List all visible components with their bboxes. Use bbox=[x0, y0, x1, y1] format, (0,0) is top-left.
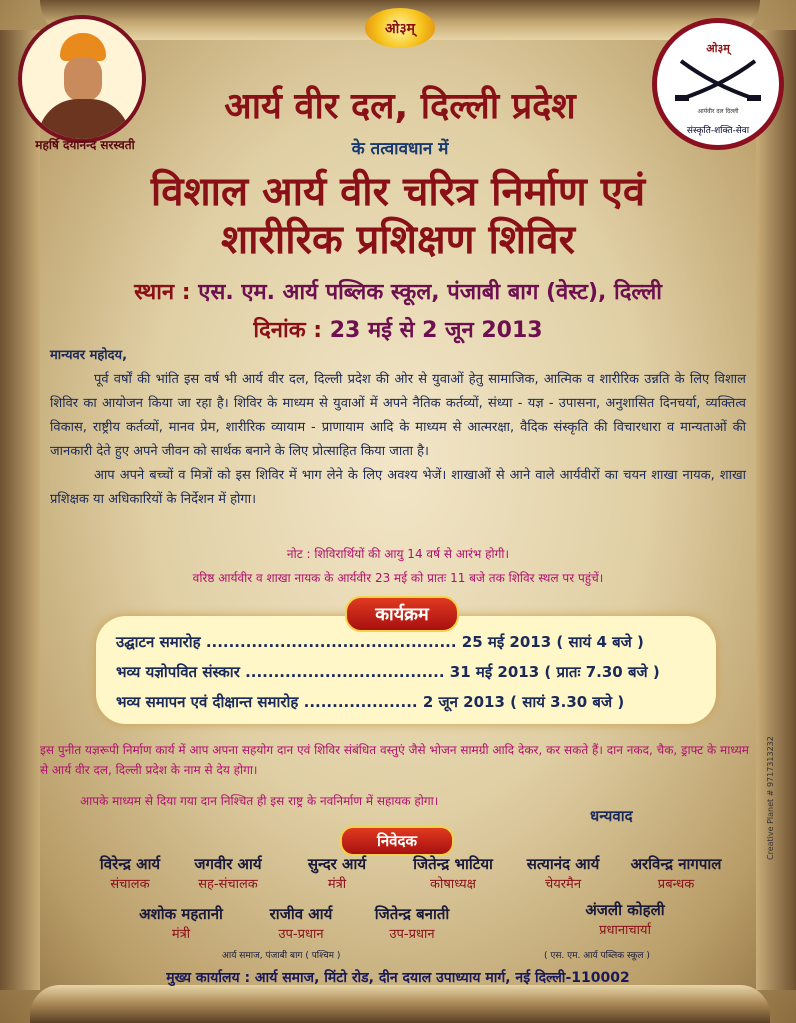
signatory-name: अंजली कोहली bbox=[585, 901, 665, 919]
program-row bbox=[116, 692, 696, 712]
letter-body bbox=[50, 344, 746, 512]
signatory-name: सुन्दर आर्य bbox=[307, 855, 367, 873]
signatory-name: अरविन्द्र नागपाल bbox=[630, 855, 722, 873]
scroll-roll-bottom bbox=[30, 985, 770, 1023]
event-dates bbox=[60, 314, 736, 344]
signatory-role: मंत्री bbox=[171, 927, 191, 942]
signatory bbox=[388, 854, 518, 892]
signatory-role: कोषाध्यक्ष bbox=[430, 877, 476, 892]
signatory bbox=[508, 854, 618, 892]
signatory-role: प्रधानाचार्या bbox=[599, 923, 651, 938]
signatory-name: सत्यानंद आर्य bbox=[526, 855, 600, 873]
logo-ring-text: आर्यवीर दल दिल्ली bbox=[697, 108, 739, 115]
signatory-name: अशोक महतानी bbox=[139, 905, 223, 923]
crossed-swords-icon bbox=[673, 55, 763, 105]
event-title bbox=[60, 168, 736, 264]
signatory-role: संचालक bbox=[110, 877, 150, 892]
organization-subtitle: के तत्वावधान में bbox=[351, 139, 449, 159]
dates-value: 23 मई से 2 जून 2013 bbox=[329, 318, 543, 343]
signatory bbox=[126, 904, 236, 942]
venue-value: एस. एम. आर्य पब्लिक स्कूल, पंजाबी बाग (वेस्ट), दिल्ली bbox=[198, 280, 662, 305]
signatory-role: सह-संचालक bbox=[198, 877, 258, 892]
signatory-role: उप-प्रधान bbox=[389, 927, 435, 942]
signatory-name: जितेन्द्र बनाती bbox=[374, 905, 450, 923]
logo-motto: संस्कृति-शक्ति-सेवा bbox=[686, 126, 750, 136]
event-title-line1: विशाल आर्य वीर चरित्र निर्माण एवं bbox=[150, 169, 646, 215]
organization-title: आर्य वीर दल, दिल्ली प्रदेश bbox=[224, 86, 576, 127]
letter-paragraph-2: आप अपने बच्चों व मित्रों को इस शिविर में भाग लेने के लिए अवश्य भेजें। शाखाओं से आने वाले आर्यवीरों का चयन शाखा नायक, शाखा प्रशिक्षक या अधिकारियों के निर्देशन में होगा। bbox=[50, 468, 746, 507]
signatory bbox=[246, 904, 356, 942]
head-office-address: मुख्य कार्यालय : आर्य समाज, मिंटो रोड, दीन दयाल उपाध्याय मार्ग, नई दिल्ली-110002 bbox=[166, 970, 630, 986]
signatory bbox=[560, 900, 690, 938]
program-dots: .................... bbox=[303, 693, 418, 711]
program-date: 2 जून 2013 bbox=[422, 693, 505, 711]
dates-label: दिनांक : bbox=[253, 318, 323, 343]
signatory-role: उप-प्रधान bbox=[278, 927, 324, 942]
program-time: ( प्रातः 7.30 बजे ) bbox=[544, 663, 660, 681]
signatory bbox=[606, 854, 746, 892]
scroll-edge-left bbox=[0, 30, 40, 990]
program-time: ( सायं 4 बजे ) bbox=[556, 633, 644, 651]
signatory bbox=[350, 904, 474, 942]
program-dots: ............................................ bbox=[205, 633, 457, 651]
donation-appeal: इस पुनीत यज्ञरूपी निर्माण कार्य में आप अपना सहयोग दान एवं शिविर संबंधित वस्तुएं जैसे भोजन सामग्री आदि देकर, कर सकते हैं। दान नकद, चैक, ड्राफ्ट के माध्यम से आर्य वीर दल, दिल्ली प्रदेश के नाम से देय होगा। bbox=[40, 743, 749, 777]
event-title-line2: शारीरिक प्रशिक्षण शिविर bbox=[220, 217, 575, 263]
program-name: उद्घाटन समारोह bbox=[116, 633, 201, 651]
scroll-edge-right bbox=[756, 30, 796, 990]
letter-paragraph-1: पूर्व वर्षों की भांति इस वर्ष भी आर्य वीर दल, दिल्ली प्रदेश की ओर से युवाओं हेतु सामाजिक, आत्मिक व शारीरिक उन्नति के लिए विशाल शिविर का आयोजन किया जा रहा है। शिविर के माध्यम से युवाओं में अपने नैतिक कर्तव्यों, संध्या - यज्ञ - उपासना, अनुशासित दिनचर्या, व्यक्तित्व विकास, राष्ट्रीय कर्तव्यों, मानव प्रेम, शारीरिक व्यायाम - प्राणायाम आदि के माध्यम से आत्मरक्षा, वैदिक संस्कृति की विचारधारा व मान्यताओं की जानकारी देते हुए अपने जीवन को सार्थक बनाने के लिए प्रोत्साहित किया जाता है। bbox=[50, 372, 747, 459]
program-dots: ................................... bbox=[245, 663, 445, 681]
program-schedule bbox=[96, 616, 716, 724]
program-date: 25 मई 2013 bbox=[461, 633, 552, 651]
designer-credit: Creative Planet # 9717313232 bbox=[766, 736, 775, 860]
signatory bbox=[168, 854, 288, 892]
donation-appeal-2: आपके माध्यम से दिया गया दान निश्चित ही इस राष्ट्र के नवनिर्माण में सहायक होगा। bbox=[80, 794, 439, 808]
program-date: 31 मई 2013 bbox=[449, 663, 540, 681]
signatory-name: जितेन्द्र भाटिया bbox=[413, 855, 493, 873]
nivedak-heading-badge: निवेदक bbox=[340, 826, 454, 856]
program-row bbox=[116, 632, 696, 652]
signatory-role: मंत्री bbox=[327, 877, 347, 892]
program-name: भव्य समापन एवं दीक्षान्त समारोह bbox=[116, 693, 299, 711]
signatory-name: जगवीर आर्य bbox=[194, 855, 262, 873]
samaj-note: आर्य समाज, पंजाबी बाग ( पश्चिम ) bbox=[222, 951, 341, 961]
venue-label: स्थान : bbox=[134, 280, 191, 305]
venue bbox=[60, 276, 736, 306]
logo-om: ओ३म् bbox=[706, 42, 730, 55]
signatory bbox=[282, 854, 392, 892]
signatory-role: चेयरमैन bbox=[544, 877, 582, 892]
signatory-name: राजीव आर्य bbox=[269, 905, 333, 923]
program-name: भव्य यज्ञोपवित संस्कार bbox=[116, 663, 240, 681]
notes bbox=[50, 542, 746, 590]
note-arrival: वरिष्ठ आर्यवीर व शाखा नायक के आर्यवीर 23 मई को प्रातः 11 बजे तक शिविर स्थल पर पहुंचें। bbox=[192, 571, 604, 585]
thanks-text: धन्यवाद bbox=[590, 807, 633, 825]
portrait-caption: महर्षि दयानन्द सरस्वती bbox=[35, 138, 135, 152]
note-age: नोट : शिविरार्थियों की आयु 14 वर्ष से आरंभ होगी। bbox=[286, 547, 510, 561]
salutation: मान्यवर महोदय, bbox=[50, 348, 128, 363]
program-time: ( सायं 3.30 बजे ) bbox=[510, 693, 625, 711]
om-label: ओ३म् bbox=[385, 20, 415, 37]
portrait-image bbox=[18, 15, 146, 143]
organization-logo bbox=[652, 18, 784, 150]
om-sun-emblem bbox=[365, 8, 435, 48]
signatory-name: विरेन्द्र आर्य bbox=[99, 855, 161, 873]
signatory-role: प्रबन्धक bbox=[657, 877, 695, 892]
school-note: ( एस. एम. आर्य पब्लिक स्कूल ) bbox=[544, 951, 650, 961]
program-row bbox=[116, 662, 696, 682]
program-heading-badge: कार्यक्रम bbox=[345, 596, 459, 632]
